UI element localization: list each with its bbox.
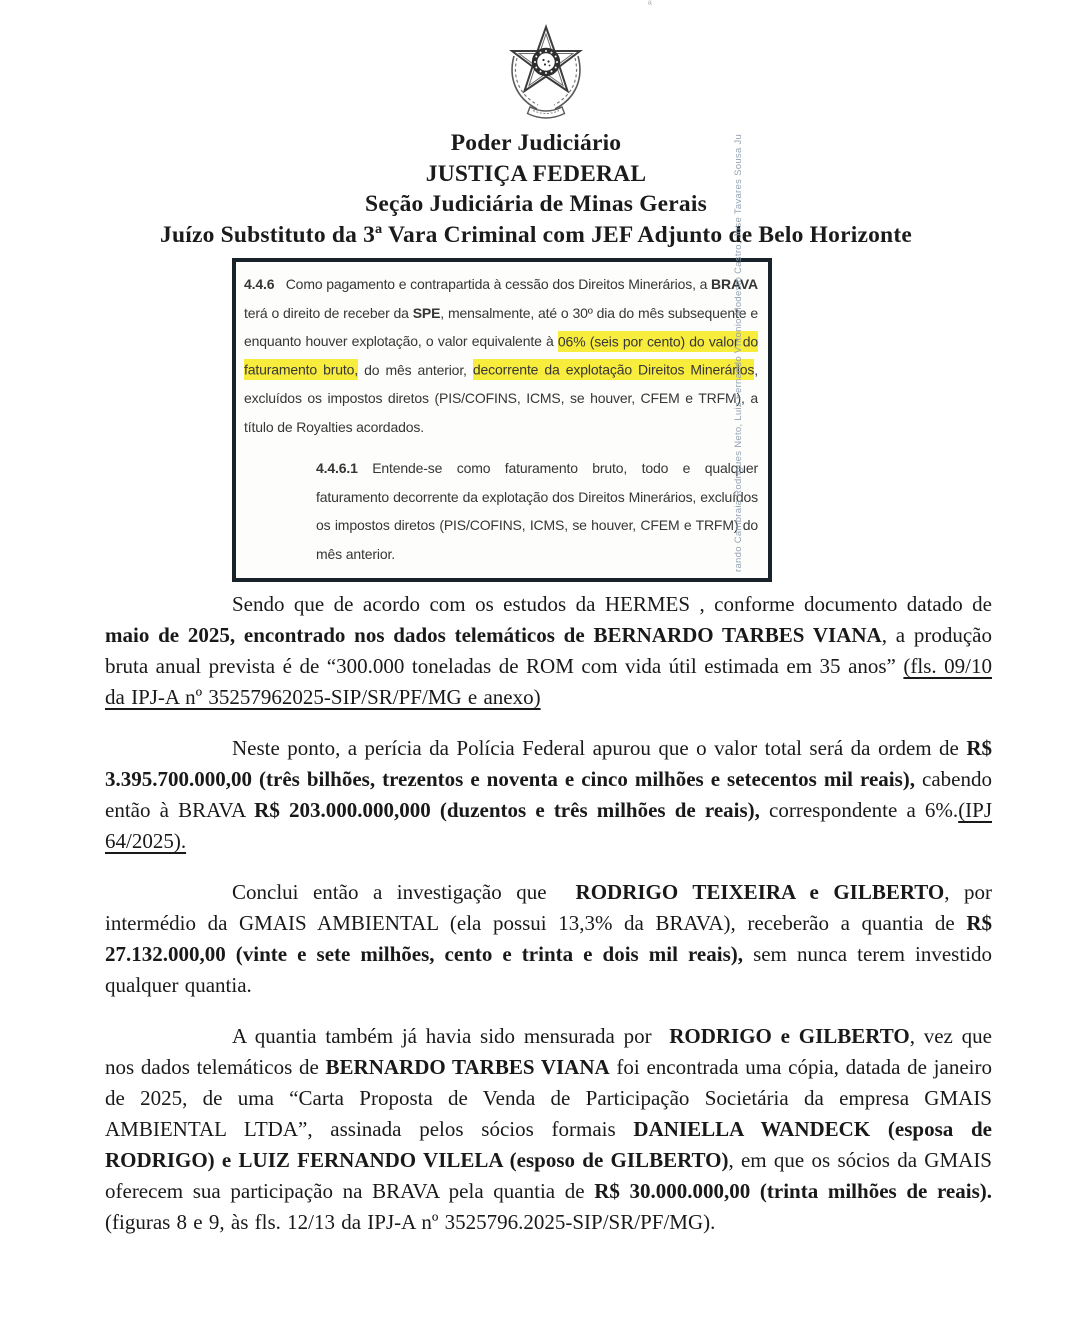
text-segment: , em que os sócios da GMAIS oferecem sua participação na BRAVA pela quantia de: [105, 1148, 992, 1203]
header-justica-federal: JUSTIÇA FEDERAL: [425, 160, 647, 187]
signature-watermark-line: ntonio Modesto Castro, Jose Tavares Sousa Ju: [733, 134, 744, 347]
text-segment: Conclui então a investigação que: [232, 880, 576, 904]
text-segment: R$ 30.000.000,00 (trinta milhões de reais).: [594, 1179, 992, 1203]
text-segment: BRAVA: [711, 276, 758, 292]
text-segment: R$ 27.132.000,00 (vinte e sete milhões, cento e trinta e dois mil reais),: [105, 911, 992, 966]
text-segment: A quantia também já havia sido mensurada por: [232, 1024, 670, 1048]
clause-4-4-6: [244, 270, 758, 441]
text-segment: (IPJ 64/2025).: [105, 798, 993, 853]
text-segment: Sendo que de acordo com os estudos da HERMES , conforme documento datado de: [232, 592, 992, 616]
text-segment: SPE: [412, 304, 441, 321]
text-segment: sem nunca terem investido qualquer quantia.: [105, 942, 992, 997]
scan-artifact: ª: [648, 0, 652, 11]
text-segment: maio de 2025, encontrado nos dados telemáticos de BERNARDO TARBES VIANA: [105, 623, 882, 647]
text-segment: correspondente a 6%.: [759, 798, 959, 822]
text-segment: (figuras 8 e 9, às fls. 12/13 da IPJ-A nº 3525796.2025-SIP/SR/PF/MG).: [105, 1210, 716, 1234]
signature-watermark-line: rando Cambraia Rodrigues Neto, Luiz Fernando V: [733, 346, 744, 572]
text-segment: Como pagamento e contrapartida à cessão dos Direitos Minerários, a: [274, 276, 712, 292]
paragraph-carta-proposta: [105, 1021, 992, 1238]
text-segment: foi encontrada uma cópia, datada de janeiro de 2025, de uma “Carta Proposta de Venda de Participação Societária da empresa GMAIS AMBIENTAL LTDA”, assinada pelos sócios formais: [105, 1055, 992, 1141]
text-segment: , vez que nos dados telemáticos de: [105, 1024, 992, 1079]
text-segment: terá o direito de receber da: [244, 304, 413, 321]
text-segment: , excluídos os impostos diretos (PIS/COFINS, ICMS, se houver, CFEM e TRFM), a título de Royalties acordados.: [244, 361, 758, 435]
text-segment: RODRIGO e GILBERTO: [669, 1024, 910, 1048]
document-header: [0, 128, 1072, 250]
text-segment: 4.4.6: [244, 276, 275, 292]
text-segment: RODRIGO TEIXEIRA e GILBERTO: [575, 880, 945, 904]
text-segment: R$ 203.000.000,000 (duzentos e três milhões de reais),: [254, 798, 760, 822]
text-segment: decorrente da explotação Direitos Minerários: [473, 359, 754, 380]
text-segment: R$ 3.395.700.000,00 (três bilhões, trezentos e noventa e cinco milhões e setecentos mil reais),: [105, 736, 992, 791]
paragraph-hermes-study: [105, 589, 992, 713]
text-segment: Entende-se como faturamento bruto, todo e qualquer faturamento decorrente da explotação dos Direitos Minerários, excluídos os impostos diretos (PIS/COFINS, ICMS, se houver, CFEM e TRFM) do mês anterior.: [316, 460, 758, 562]
text-segment: do mês anterior,: [358, 361, 473, 378]
paragraph-pericia-valores: [105, 733, 992, 857]
text-segment: 4.4.6.1: [316, 460, 358, 476]
header-juizo-substituto: Juízo Substituto da 3ª Vara Criminal com JEF Adjunto de Belo Horizonte: [160, 221, 912, 248]
text-segment: Neste ponto, a perícia da Polícia Federal apurou que o valor total será da ordem de: [232, 736, 967, 760]
text-segment: DANIELLA WANDECK (esposa de RODRIGO) e LUIZ FERNANDO VILELA (esposo de GILBERTO): [105, 1117, 992, 1172]
header-poder-judiciario: Poder Judiciário: [450, 130, 622, 156]
text-segment: , por intermédio da GMAIS AMBIENTAL (ela possui 13,3% da BRAVA), receberão a quantia de: [105, 880, 993, 935]
text-segment: BERNARDO TARBES VIANA: [325, 1055, 610, 1079]
text-segment: , a produção bruta anual prevista é de “300.000 toneladas de ROM com vida útil estimada em 35 anos”: [105, 623, 992, 678]
text-segment: , mensalmente, até o 30º dia do mês subsequente e enquanto houver explotação, o valor equivalente à: [244, 304, 758, 349]
document-body: [105, 589, 992, 1258]
header-secao-judiciaria: Seção Judiciária de Minas Gerais: [365, 191, 707, 217]
brazil-coat-of-arms-icon: [499, 20, 593, 120]
text-segment: (fls. 09/10 da IPJ-A nº 35257962025-SIP/SR/PF/MG e anexo): [105, 654, 992, 709]
text-segment: cabendo então à BRAVA: [105, 767, 993, 822]
text-segment: 06% (seis por cento) do valor do faturamento bruto,: [244, 331, 758, 381]
paragraph-conclusao-investigacao: [105, 877, 992, 1001]
clause-4-4-6-1: [244, 454, 758, 568]
